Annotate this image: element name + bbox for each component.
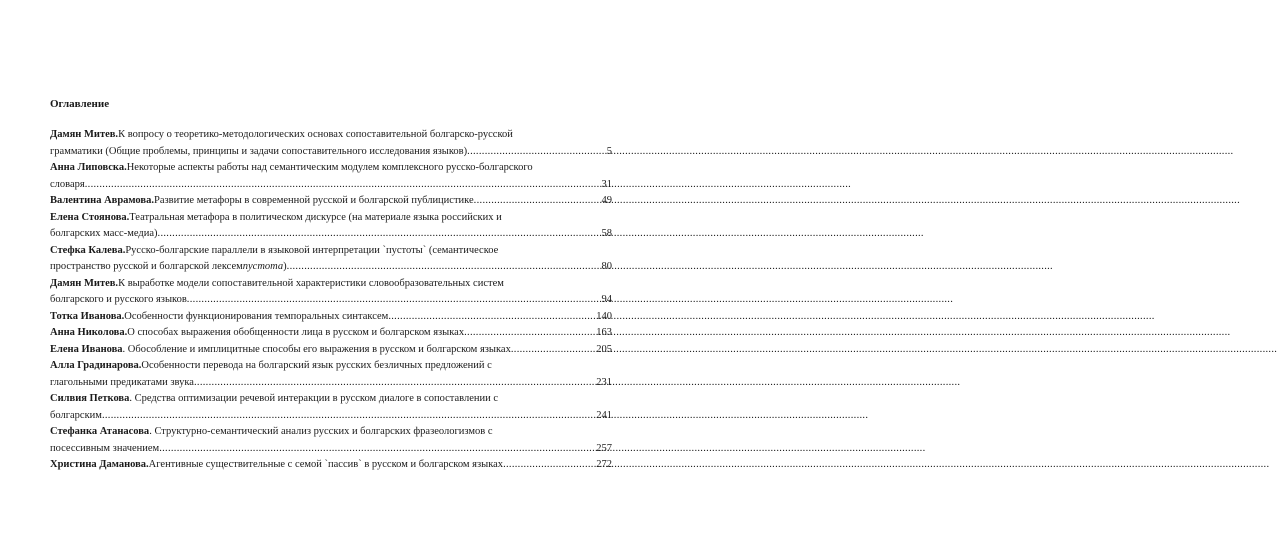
entry-page-number: 163 bbox=[596, 327, 612, 338]
toc-entry bbox=[50, 276, 612, 309]
dot-leader bbox=[474, 193, 601, 210]
entry-title-continued: посессивным значением bbox=[50, 442, 160, 454]
entry-title-italic-word: пустота bbox=[242, 261, 284, 272]
table-of-contents bbox=[50, 127, 612, 474]
entry-author: Христина Даманова. bbox=[50, 459, 149, 470]
entry-page-number: 5 bbox=[606, 145, 612, 157]
dot-leader bbox=[194, 375, 595, 392]
toc-entry bbox=[50, 193, 612, 210]
toc-entry bbox=[50, 391, 612, 424]
toc-entry bbox=[50, 358, 612, 391]
entry-author: Силвия Петкова bbox=[50, 393, 130, 404]
toc-entry bbox=[50, 325, 612, 342]
dot-leader bbox=[503, 457, 595, 474]
dot-leader bbox=[287, 259, 601, 276]
entry-author: Алла Градинарова. bbox=[50, 360, 142, 371]
entry-author: Стефанка Атанасова bbox=[50, 426, 150, 437]
toc-heading: Оглавление bbox=[50, 98, 110, 110]
entry-title: Русско-болгарские параллели в языковой интерпретации `пустоты` (семантическое bbox=[125, 244, 499, 256]
entry-page-number: 49 bbox=[601, 195, 612, 206]
entry-title: К выработке модели сопоставительной характеристики словообразовательных систем bbox=[118, 277, 504, 289]
entry-page-number: 58 bbox=[601, 228, 612, 239]
entry-author: Валентина Аврамова. bbox=[50, 195, 154, 206]
toc-entry bbox=[50, 160, 612, 193]
entry-title-continued: глагольными предикатами звука bbox=[50, 376, 194, 388]
entry-title: Театральная метафора в политическом дискурсе (на материале языка российских и bbox=[129, 211, 502, 223]
dot-leader bbox=[159, 441, 595, 458]
entry-title-end: ) bbox=[283, 261, 287, 272]
toc-entry bbox=[50, 127, 612, 160]
dot-leader bbox=[511, 342, 595, 359]
dot-leader bbox=[388, 309, 595, 326]
entry-title-continued: болгарских масс-медиа) bbox=[50, 228, 158, 239]
entry-author: Анна Николова. bbox=[50, 327, 128, 338]
entry-page-number: 257 bbox=[596, 442, 612, 454]
entry-title: Особенности перевода на болгарский язык русских безличных предложений с bbox=[141, 360, 492, 371]
toc-entry bbox=[50, 309, 612, 326]
entry-author: Елена Стоянова. bbox=[50, 211, 130, 223]
entry-author: Дамян Митев. bbox=[50, 129, 119, 140]
entry-title-continued: болгарским bbox=[50, 409, 102, 421]
entry-title: Развитие метафоры в современной русской и болгарской публицистике bbox=[153, 195, 474, 206]
entry-title: Некоторые аспекты работы над семантическим модулем комплексного русско-болгарского bbox=[126, 162, 533, 173]
toc-entry bbox=[50, 457, 612, 474]
dot-leader bbox=[187, 292, 601, 309]
entry-author: Тотка Иванова. bbox=[50, 310, 125, 322]
entry-title-continued: пространство русской и болгарской лексем bbox=[50, 261, 243, 272]
entry-page-number: 272 bbox=[596, 459, 612, 470]
entry-title: . Структурно-семантический анализ русских и болгарских фразеологизмов с bbox=[149, 426, 493, 437]
entry-page-number: 140 bbox=[596, 310, 612, 322]
entry-title-continued: грамматики (Общие проблемы, принципы и задачи сопоставительного исследования языков) bbox=[50, 145, 468, 157]
dot-leader bbox=[467, 144, 606, 161]
dot-leader bbox=[102, 408, 595, 425]
entry-page-number: 80 bbox=[601, 261, 612, 272]
entry-title-continued: болгарского и русского языков bbox=[50, 294, 187, 305]
entry-author: Дамян Митев. bbox=[50, 277, 119, 289]
entry-title: К вопросу о теоретико-методологических основах сопоставительной болгарско-русской bbox=[118, 129, 513, 140]
dot-leader bbox=[85, 177, 601, 194]
dot-leader bbox=[464, 325, 595, 342]
entry-page-number: 94 bbox=[601, 294, 612, 305]
entry-title: О способах выражения обобщенности лица в русском и болгарском языках bbox=[127, 327, 465, 338]
toc-entry bbox=[50, 342, 612, 359]
entry-author: Елена Иванова bbox=[50, 343, 123, 355]
toc-entry bbox=[50, 243, 612, 276]
entry-author: Стефка Калева. bbox=[50, 244, 126, 256]
entry-page-number: 205 bbox=[596, 343, 612, 355]
entry-title: Особенности функционирования темпоральных синтаксем bbox=[124, 310, 389, 322]
entry-author: Анна Липовска. bbox=[50, 162, 127, 173]
dot-leader bbox=[158, 226, 601, 243]
entry-page-number: 241 bbox=[596, 409, 612, 421]
toc-entry bbox=[50, 424, 612, 457]
entry-page-number: 31 bbox=[601, 178, 612, 190]
toc-entry bbox=[50, 210, 612, 243]
entry-title-continued: словаря bbox=[50, 178, 85, 190]
entry-page-number: 231 bbox=[596, 376, 612, 388]
entry-title: Агентивные существительные с семой `пассив` в русском и болгарском языках bbox=[148, 459, 504, 470]
entry-title: . Обособление и имплицитные способы его выражения в русском и болгарском языках bbox=[122, 343, 511, 355]
entry-title: . Средства оптимизации речевой интеракции в русском диалоге в сопоставлении с bbox=[129, 393, 498, 404]
